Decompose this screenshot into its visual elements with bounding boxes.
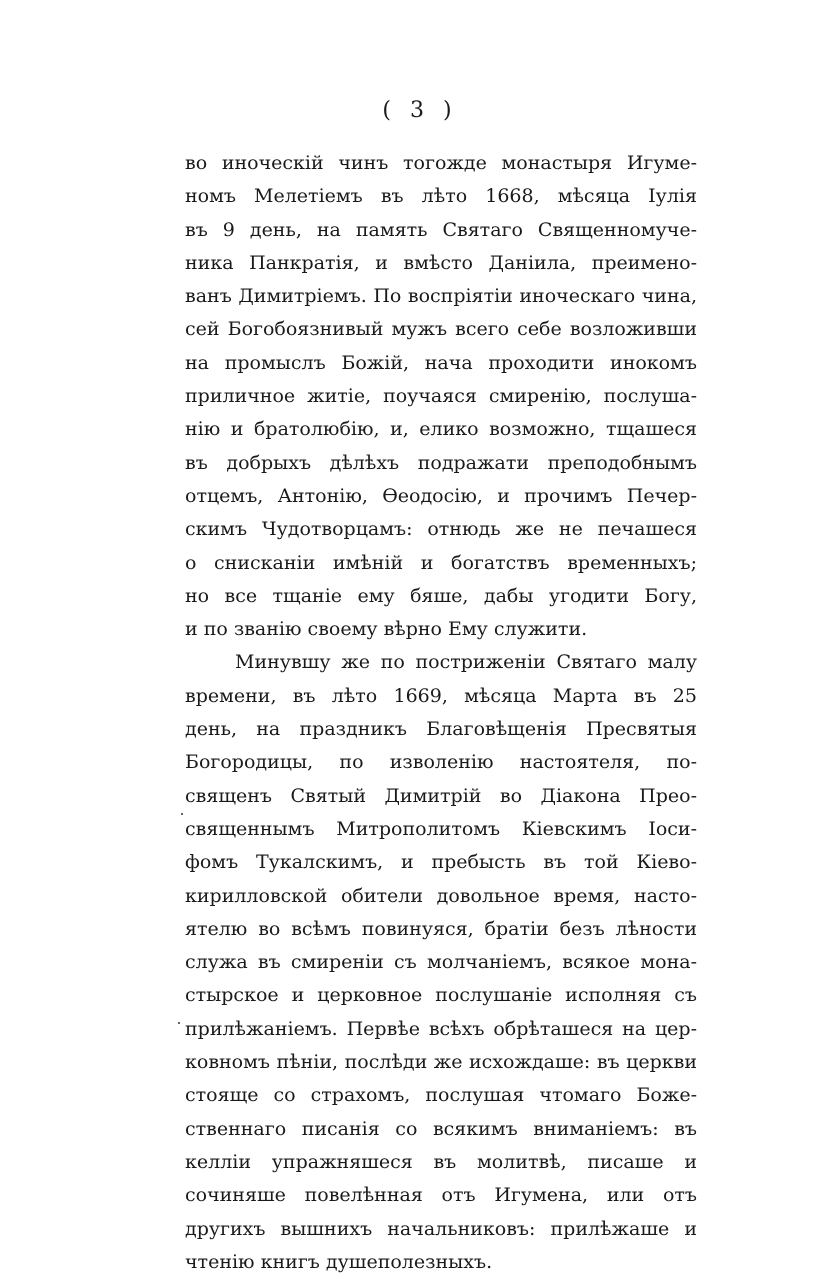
text-line: во иноческій чинъ тогожде монастыря Игуме-: [185, 152, 697, 174]
print-speck: [178, 1022, 180, 1024]
paragraph-end-line: и по званію своему вѣрно Ему служити.: [185, 618, 588, 641]
text-line: сочиняше повелѣнная отъ Игумена, или отъ: [185, 1184, 697, 1207]
body-text: [185, 147, 697, 1279]
text-line: стояще со страхомъ, послушая чтомаго Боже-: [185, 1084, 697, 1107]
text-line: номъ Мелетіемъ въ лѣто 1668, мѣсяца Іулія: [185, 185, 697, 208]
paragraph-end-line: чтенію книгъ душеполезныхъ.: [185, 1250, 493, 1273]
text-line: сей Богобоязнивый мужъ всего себе возложивши: [185, 318, 697, 341]
print-speck: [181, 813, 183, 815]
text-line: келліи упражняшеся въ молитвѣ, писаше и: [185, 1150, 697, 1173]
text-line: служа въ смиреніи съ молчаніемъ, всякое мона-: [185, 951, 697, 974]
text-line: ятелю во всѣмъ повинуяся, братіи безъ лѣности: [185, 917, 697, 940]
text-line: священнымъ Митрополитомъ Кіевскимъ Іоси-: [185, 817, 697, 840]
text-line: прилѣжаніемъ. Первѣе всѣхъ обрѣташеся на цер-: [185, 1017, 697, 1040]
text-line: времени, въ лѣто 1669, мѣсяца Марта въ 25: [185, 684, 697, 707]
text-line: ственнаго писанія со всякимъ вниманіемъ: въ: [185, 1117, 697, 1140]
text-line: нію и братолюбію, и, елико возможно, тщашеся: [185, 418, 697, 441]
text-line: въ 9 день, на память Святаго Священномуче-: [185, 218, 697, 241]
text-line: ковномъ пѣніи, послѣди же исхождаше: въ церкви: [185, 1051, 697, 1074]
text-line: отцемъ, Антонію, Ѳеодосію, и прочимъ Печер-: [185, 484, 697, 507]
text-line: на промыслъ Божій, нача проходити инокомъ: [185, 351, 697, 374]
paragraph-start-line: Минувшу же по постриженіи Святаго малу: [235, 651, 697, 674]
text-line: приличное житіе, поучаяся смиренію, послуша-: [185, 385, 697, 408]
text-line: ванъ Димитріемъ. По воспріятіи иноческаго чина,: [185, 285, 697, 308]
page-number: ( 3 ): [382, 98, 458, 123]
text-line: фомъ Тукалскимъ, и пребысть въ той Кіево-: [185, 851, 697, 874]
text-line: о снисканіи имѣній и богатствъ временныхъ;: [185, 551, 697, 574]
text-line: скимъ Чудотворцамъ: отнюдь же не печашеся: [185, 518, 697, 541]
text-line: въ добрыхъ дѣлѣхъ подражати преподобнымъ: [185, 451, 697, 474]
text-line: другихъ вышнихъ начальниковъ: прилѣжаше и: [185, 1217, 697, 1240]
text-line: священъ Святый Димитрій во Діакона Прео-: [185, 784, 697, 807]
text-line: кирилловской обители довольное время, насто-: [185, 884, 697, 907]
text-line: Богородицы, по изволенію настоятеля, по-: [185, 751, 697, 774]
text-line: стырское и церковное послушаніе исполняя съ: [185, 984, 697, 1007]
text-line: ника Панкратія, и вмѣсто Даніила, преимено-: [185, 251, 697, 274]
text-line: но все тщаніе ему бяше, дабы угодити Богу,: [185, 584, 697, 607]
text-line: день, на праздникъ Благовѣщенія Пресвятыя: [185, 718, 697, 741]
